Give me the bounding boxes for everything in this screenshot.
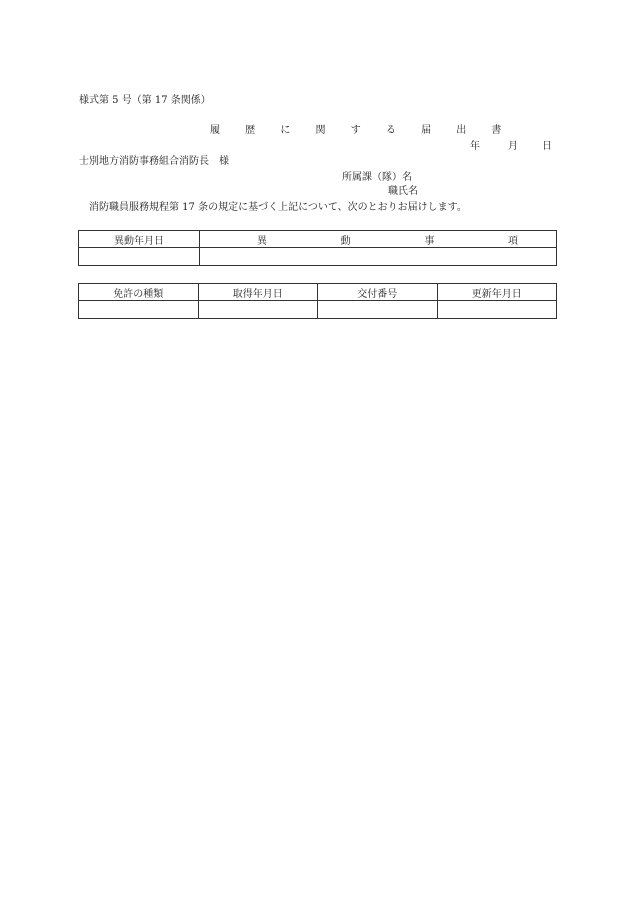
acquisition-date-header: 取得年月日	[198, 284, 318, 301]
history-details-header	[200, 231, 557, 248]
history-details-header-char-3: 事	[424, 235, 435, 247]
license-type-cell[interactable]	[79, 301, 199, 319]
license-table	[78, 283, 557, 319]
name-label: 職氏名	[388, 186, 418, 197]
document-title: 履 歴 に 関 す る 届 出 書	[210, 125, 513, 136]
form-number: 様式第 5 号（第 17 条関係）	[79, 95, 211, 106]
history-table	[78, 230, 557, 266]
date-day-label: 日	[542, 141, 552, 152]
license-table-row	[79, 301, 557, 319]
date-month-label: 月	[508, 141, 518, 152]
license-table-header-row	[79, 284, 557, 301]
body-text: 消防職員服務規程第 17 条の規定に基づく上記について、次のとおりお届けします。	[89, 202, 467, 213]
history-details-header-char-2: 動	[340, 235, 351, 247]
date-year-label: 年	[470, 141, 480, 152]
acquisition-date-cell[interactable]	[198, 301, 318, 319]
history-details-header-char-1: 異	[257, 235, 267, 247]
history-details-cell[interactable]	[200, 248, 557, 266]
renewal-date-header: 更新年月日	[437, 284, 557, 301]
renewal-date-cell[interactable]	[437, 301, 557, 319]
history-details-header-char-4: 項	[507, 235, 518, 247]
history-table-header-row	[79, 231, 557, 248]
history-table-row	[79, 248, 557, 266]
history-date-header: 異動年月日	[79, 231, 200, 248]
history-date-cell[interactable]	[79, 248, 200, 266]
issue-number-cell[interactable]	[318, 301, 438, 319]
license-type-header: 免許の種類	[79, 284, 199, 301]
addressee: 士別地方消防事務組合消防長 様	[79, 156, 229, 167]
department-label: 所属課（隊）名	[342, 172, 412, 183]
date-line	[470, 142, 552, 152]
issue-number-header: 交付番号	[318, 284, 438, 301]
